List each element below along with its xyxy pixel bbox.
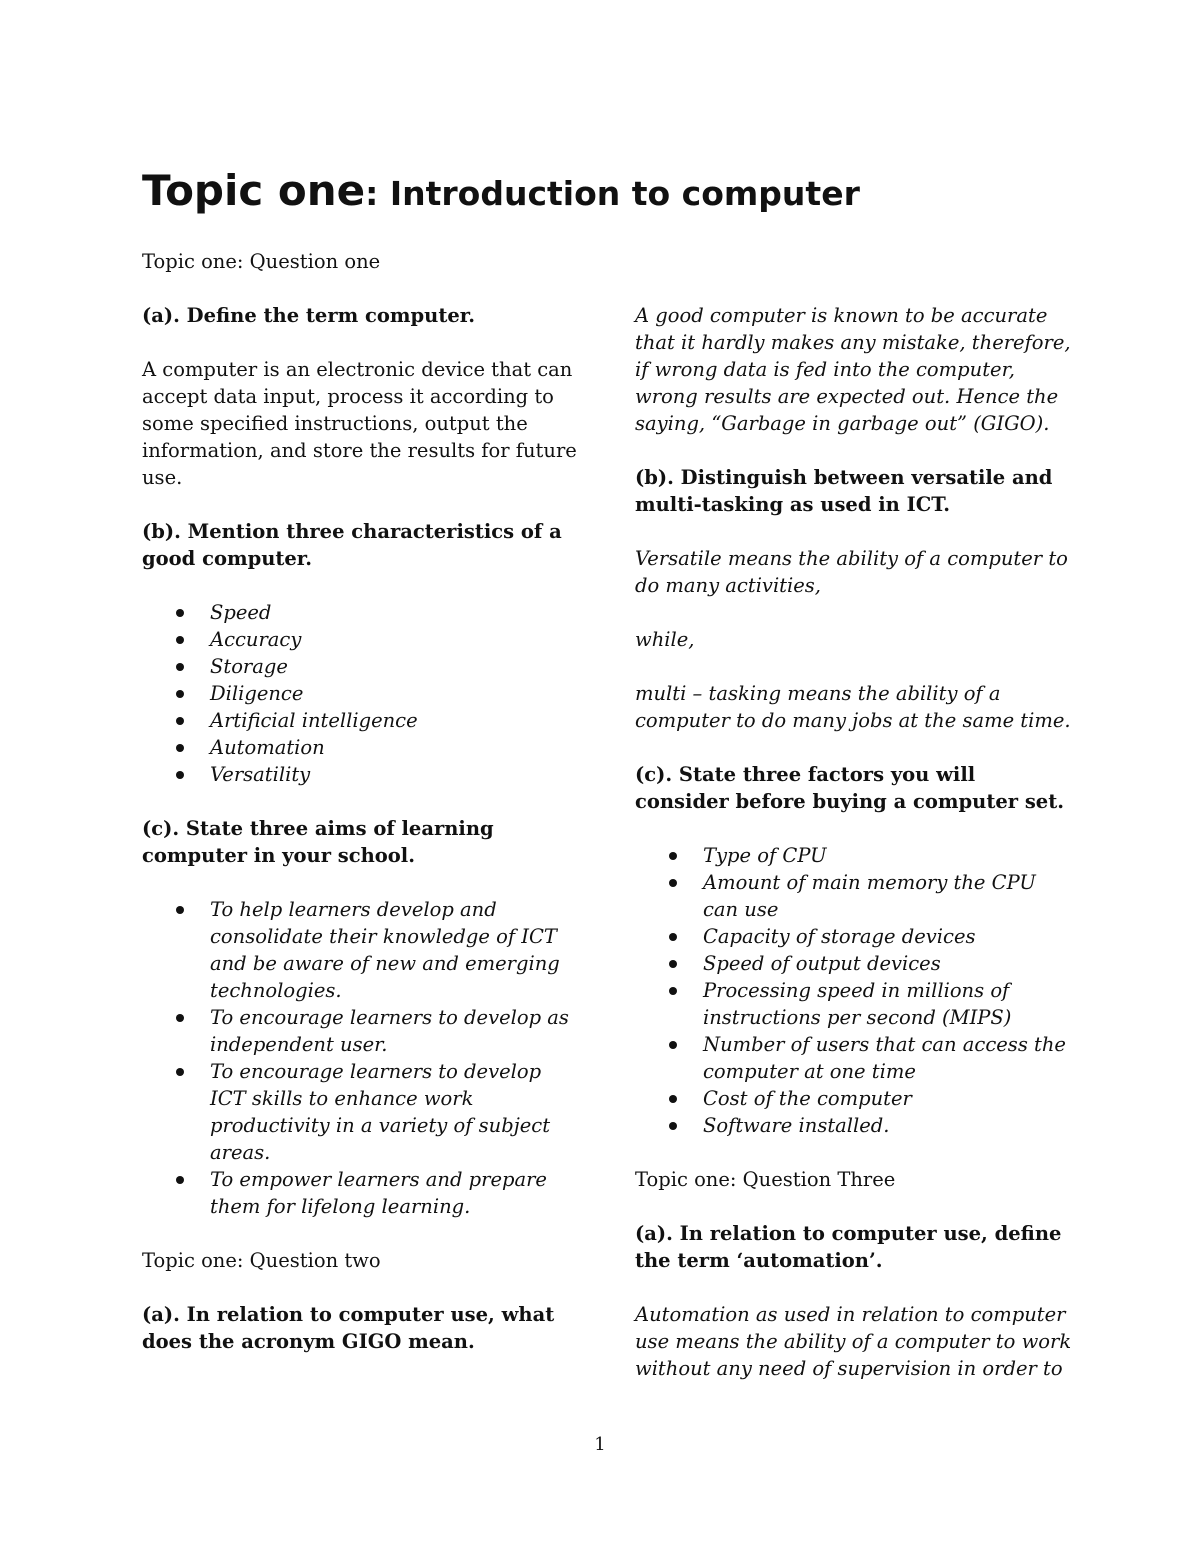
title-main: Topic one	[142, 166, 366, 215]
question-2a: (a). In relation to computer use, what does the acronym GIGO mean.	[142, 1303, 555, 1353]
list-item: Speed of output devices	[635, 950, 1075, 977]
list-item: Diligence	[142, 680, 582, 707]
list-item: Artificial intelligence	[142, 707, 582, 734]
question-1b: (b). Mention three characteristics of a good computer.	[142, 520, 562, 570]
answer-2a: A good computer is known to be accurate that it hardly makes any mistake, therefore, if wrong data is fed into the computer, wrong results are expected out. Hence the saying, “Garbage in garbage out” (GIGO).	[635, 304, 1071, 435]
page-title	[142, 166, 860, 216]
answer-2b-part2: while,	[635, 628, 695, 651]
title-sub: : Introduction to computer	[365, 174, 860, 213]
list-item: Storage	[142, 653, 582, 680]
question-two-heading: Topic one: Question two	[142, 1249, 381, 1272]
list-item: Software installed.	[635, 1112, 1075, 1139]
list-item: Processing speed in millions of instructions per second (MIPS)	[635, 977, 1075, 1031]
list-item: Accuracy	[142, 626, 582, 653]
list-item: Number of users that can access the computer at one time	[635, 1031, 1075, 1085]
list-item: To encourage learners to develop as independent user.	[142, 1004, 582, 1058]
list-1b	[142, 599, 582, 788]
answer-1a: A computer is an electronic device that can accept data input, process it according to some specified instructions, output the information, and store the results for future use.	[142, 358, 577, 489]
list-item: Type of CPU	[635, 842, 1075, 869]
list-item: Speed	[142, 599, 582, 626]
list-item: To encourage learners to develop ICT skills to enhance work productivity in a variety of subject areas.	[142, 1058, 582, 1166]
list-item: To help learners develop and consolidate their knowledge of ICT and be aware of new and emerging technologies.	[142, 896, 582, 1004]
list-item: Versatility	[142, 761, 582, 788]
list-1c	[142, 896, 582, 1220]
list-item: Automation	[142, 734, 582, 761]
question-2b: (b). Distinguish between versatile and multi-tasking as used in ICT.	[635, 466, 1053, 516]
question-1a: (a). Define the term computer.	[142, 304, 476, 327]
list-item: Cost of the computer	[635, 1085, 1075, 1112]
list-item: Capacity of storage devices	[635, 923, 1075, 950]
list-2c	[635, 842, 1075, 1139]
list-item: Amount of main memory the CPU can use	[635, 869, 1075, 923]
question-one-heading: Topic one: Question one	[142, 250, 381, 273]
question-1c: (c). State three aims of learning computer in your school.	[142, 817, 494, 867]
list-item: To empower learners and prepare them for lifelong learning.	[142, 1166, 582, 1220]
question-2c: (c). State three factors you will consider before buying a computer set.	[635, 763, 1065, 813]
answer-2b-part1: Versatile means the ability of a computer to do many activities,	[635, 547, 1068, 597]
answer-3a: Automation as used in relation to computer use means the ability of a computer to work without any need of supervision in order to	[635, 1303, 1072, 1380]
question-3a: (a). In relation to computer use, define the term ‘automation’.	[635, 1222, 1062, 1272]
right-column	[635, 302, 1075, 1409]
page-number: 1	[594, 1434, 606, 1455]
left-column	[142, 248, 582, 1382]
answer-2b-part3: multi – tasking means the ability of a computer to do many jobs at the same time.	[635, 682, 1071, 732]
question-three-heading: Topic one: Question Three	[635, 1168, 896, 1191]
